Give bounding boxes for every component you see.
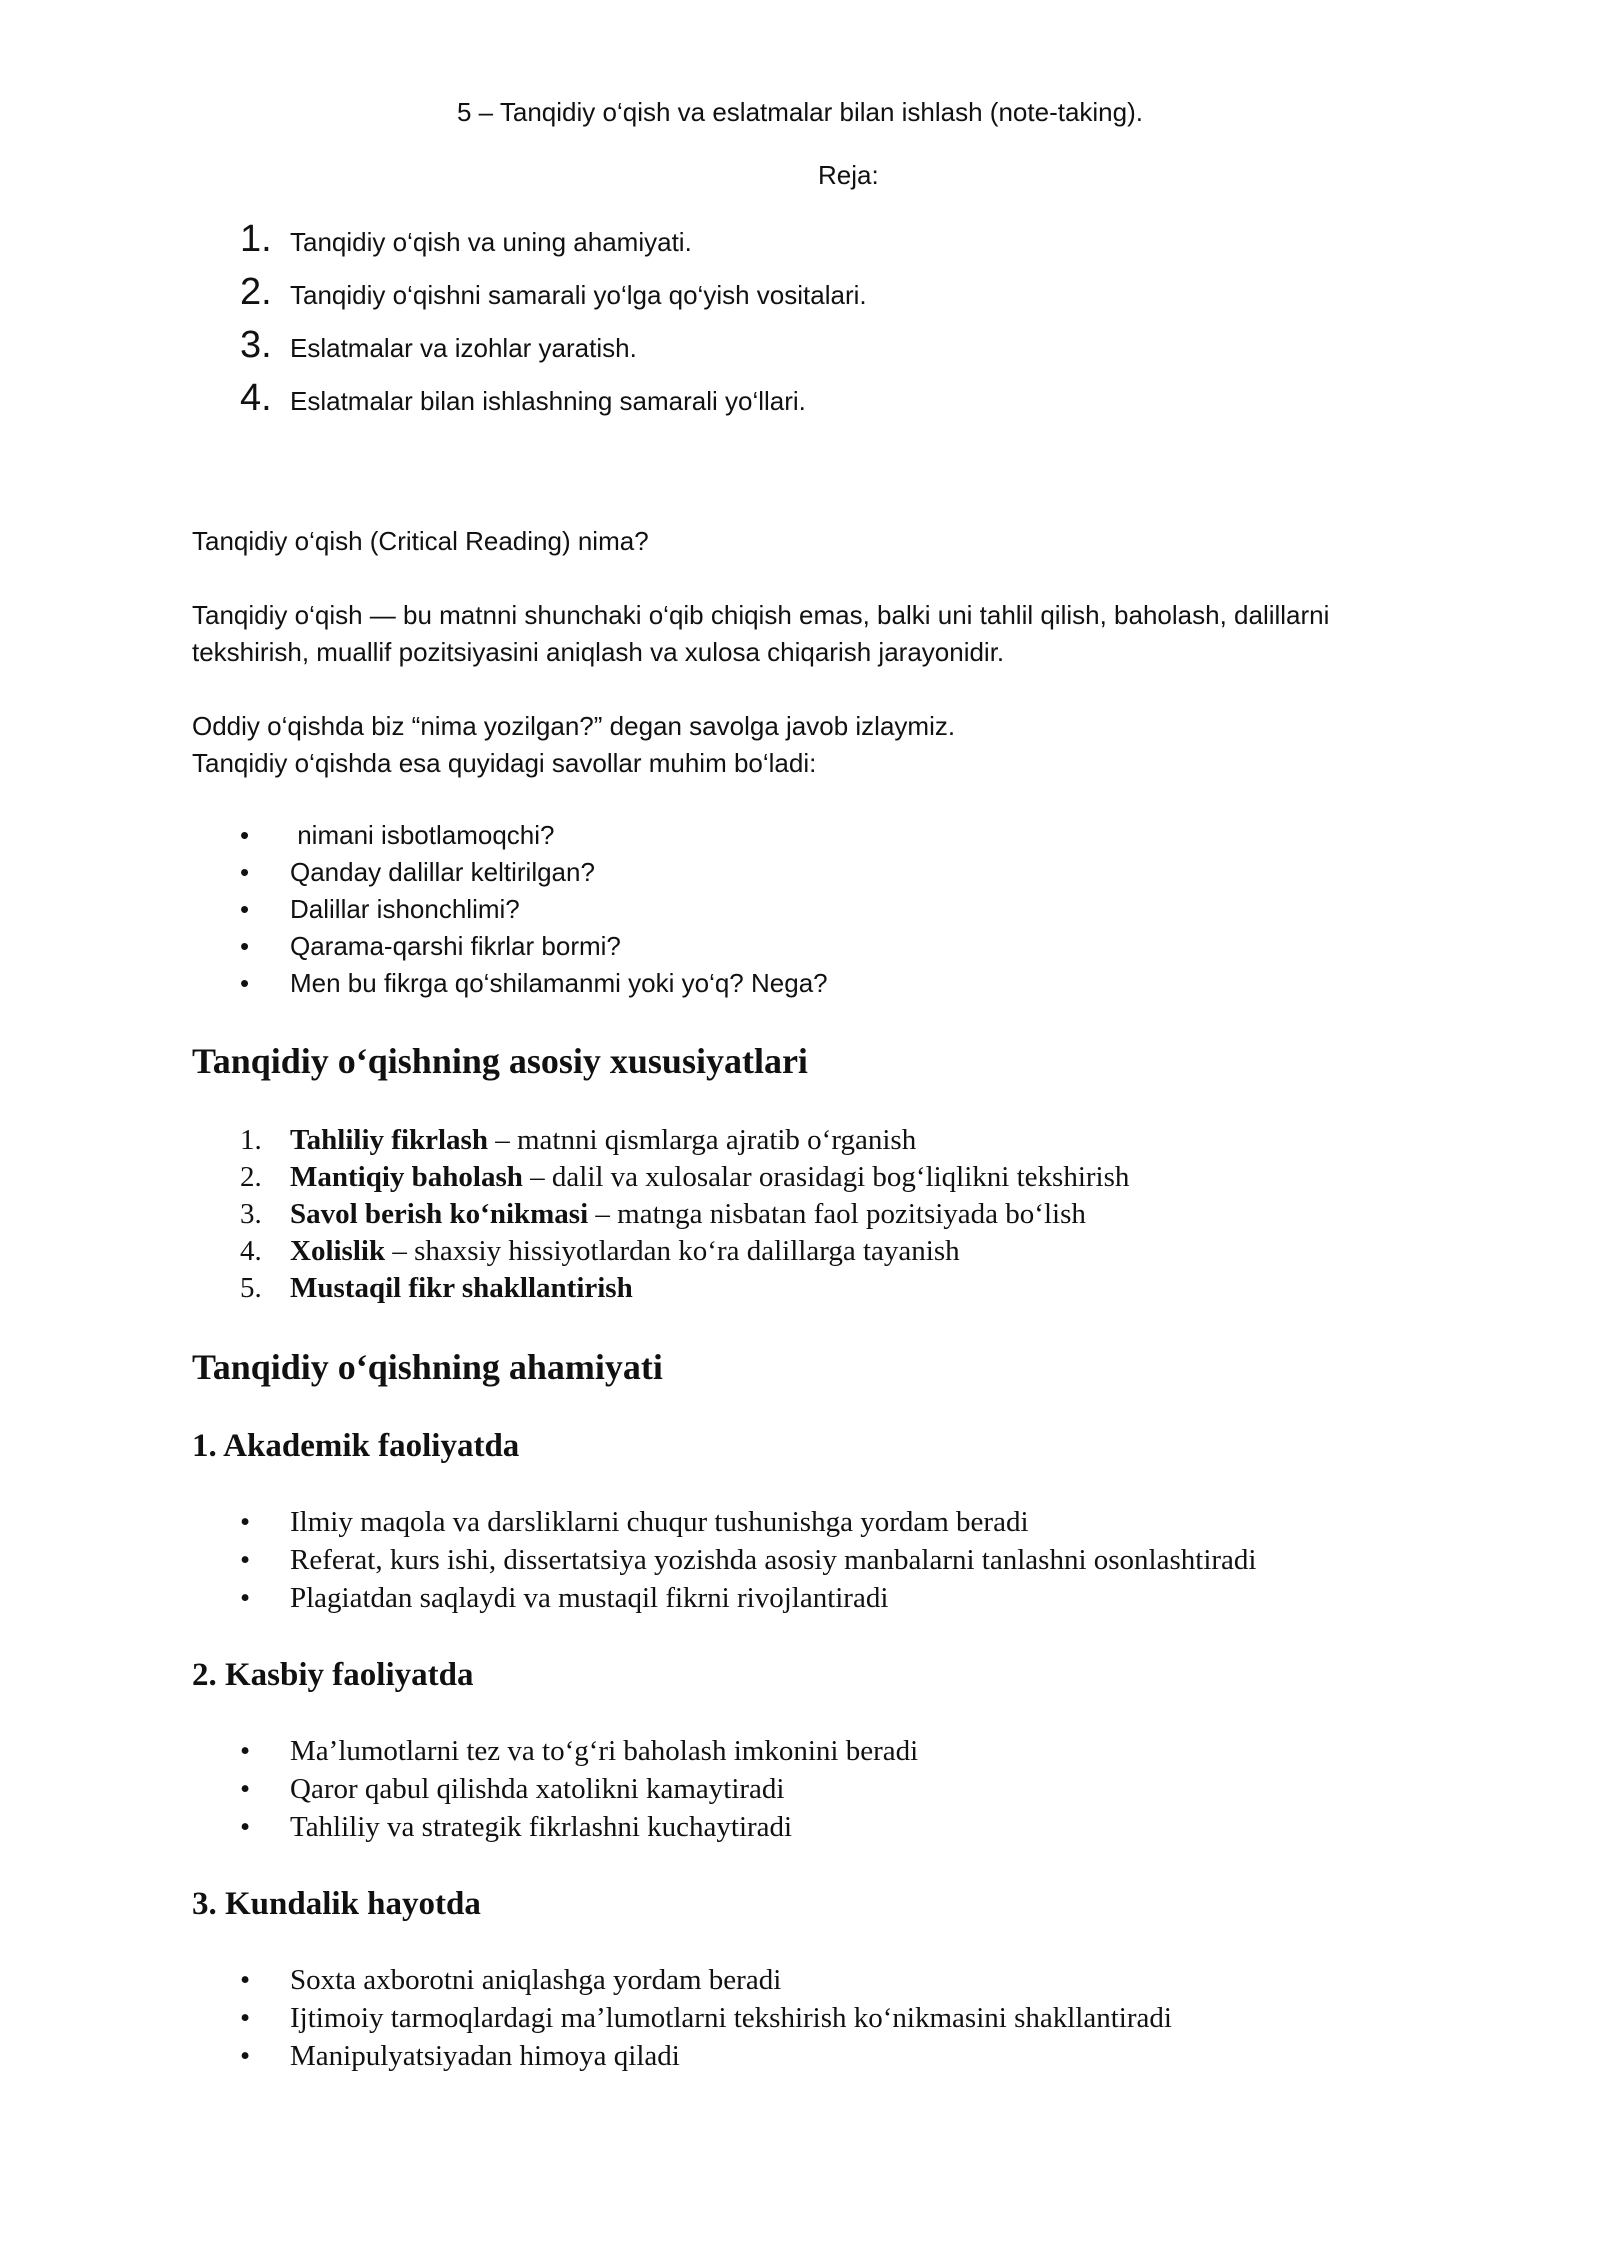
- bullet-icon: •: [240, 1506, 251, 1538]
- document-title: 5 – Tanqidiy o‘qish va eslatmalar bilan ishlash (note-taking).: [456, 97, 1143, 127]
- list-item-text: Manipulyatsiyadan himoya qiladi: [290, 2040, 680, 2072]
- plan-item-text: Eslatmalar bilan ishlashning samarali yo‘llari.: [290, 386, 806, 416]
- list-item: [240, 2040, 1172, 2078]
- bullet-icon: •: [240, 857, 250, 887]
- plan-item-text: Tanqidiy o‘qishni samarali yo‘lga qo‘yish vositalari.: [290, 280, 867, 310]
- plan-item-number: 3.: [240, 324, 272, 366]
- feature-number: 3.: [240, 1198, 262, 1230]
- feature-term: Xolislik: [290, 1235, 386, 1267]
- list-item-text: Qarama-qarshi fikrlar bormi?: [290, 931, 621, 961]
- feature-description: – matnga nisbatan faol pozitsiyada bo‘lish: [588, 1198, 1086, 1230]
- list-item: [240, 820, 828, 857]
- feature-term: Mantiqiy baholash: [290, 1161, 523, 1193]
- plan-item-number: 1.: [240, 218, 272, 260]
- list-item: [240, 894, 828, 931]
- plan-item-number: 2.: [240, 271, 272, 313]
- list-item: [240, 2002, 1172, 2040]
- academic-list: [240, 1506, 1256, 1620]
- list-item-text: Ilmiy maqola va darsliklarni chuqur tushunishga yordam beradi: [290, 1506, 1029, 1538]
- list-item: [240, 968, 828, 1005]
- ordinary-reading-line: Oddiy o‘qishda biz “nima yozilgan?” degan savolga javob izlaymiz.: [192, 711, 956, 741]
- question-list: [240, 820, 828, 1005]
- feature-number: 5.: [240, 1272, 262, 1304]
- plan-item: [240, 324, 867, 377]
- bullet-icon: •: [240, 2002, 251, 2034]
- features-list: [240, 1124, 1129, 1309]
- list-item: [240, 857, 828, 894]
- section-heading-academic: 1. Akademik faoliyatda: [192, 1428, 520, 1464]
- list-item-text: Qanday dalillar keltirilgan?: [290, 857, 595, 887]
- plan-item: [240, 271, 867, 324]
- bullet-icon: •: [240, 1964, 251, 1996]
- feature-term: Savol berish ko‘nikmasi: [290, 1198, 589, 1230]
- feature-description: – dalil va xulosalar orasidagi bog‘liqlikni tekshirish: [522, 1161, 1130, 1193]
- list-item-text: Ijtimoiy tarmoqlardagi ma’lumotlarni tekshirish ko‘nikmasini shakllantiradi: [290, 2002, 1172, 2034]
- bullet-icon: •: [240, 931, 250, 961]
- definition-paragraph: Tanqidiy o‘qish — bu matnni shunchaki o‘qib chiqish emas, balki uni tahlil qilish, baholash, dalillarni tekshirish, muallif pozitsiyasini aniqlash va xulosa chiqarish jarayonidir.: [192, 600, 1330, 667]
- bullet-icon: •: [240, 968, 250, 998]
- list-item: [240, 1582, 1256, 1620]
- bullet-icon: •: [240, 1544, 251, 1576]
- bullet-icon: •: [240, 1582, 251, 1614]
- critical-reading-line: Tanqidiy o‘qishda esa quyidagi savollar muhim bo‘ladi:: [192, 748, 817, 778]
- bullet-icon: •: [240, 894, 250, 924]
- list-item-text: Ma’lumotlarni tez va to‘g‘ri baholash imkonini beradi: [290, 1735, 919, 1767]
- bullet-icon: •: [240, 820, 250, 850]
- list-item: [240, 1735, 918, 1773]
- plan-item-text: Eslatmalar va izohlar yaratish.: [290, 333, 637, 363]
- feature-term: Mustaqil fikr shakllantirish: [290, 1272, 633, 1304]
- feature-term: Tahliliy fikrlash: [290, 1124, 488, 1156]
- list-item: [240, 931, 828, 968]
- list-item-text: Qaror qabul qilishda xatolikni kamaytiradi: [290, 1773, 785, 1805]
- list-item: [240, 1544, 1256, 1582]
- feature-number: 1.: [240, 1124, 262, 1156]
- professional-list: [240, 1735, 918, 1849]
- feature-number: 4.: [240, 1235, 262, 1267]
- list-item-text: Soxta axborotni aniqlashga yordam beradi: [290, 1964, 782, 1996]
- bullet-icon: •: [240, 1811, 251, 1843]
- feature-item: [240, 1235, 1129, 1272]
- list-item-text: Men bu fikrga qo‘shilamanmi yoki yo‘q? Nega?: [290, 968, 828, 998]
- importance-heading: Tanqidiy o‘qishning ahamiyati: [192, 1347, 663, 1387]
- bullet-icon: •: [240, 1735, 251, 1767]
- question-heading: Tanqidiy o‘qish (Critical Reading) nima?: [192, 526, 649, 556]
- plan-item-text: Tanqidiy o‘qish va uning ahamiyati.: [290, 227, 692, 257]
- list-item: [240, 1964, 1172, 2002]
- list-item-text: Dalillar ishonchlimi?: [290, 894, 520, 924]
- feature-item: [240, 1161, 1129, 1198]
- section-heading-professional: 2. Kasbiy faoliyatda: [192, 1657, 474, 1693]
- feature-item: [240, 1198, 1129, 1235]
- list-item: [240, 1773, 918, 1811]
- feature-item: [240, 1124, 1129, 1161]
- bullet-icon: •: [240, 1773, 251, 1805]
- feature-description: – shaxsiy hissiyotlardan ko‘ra dalillarga tayanish: [385, 1235, 960, 1267]
- features-heading: Tanqidiy o‘qishning asosiy xususiyatlari: [192, 1041, 808, 1081]
- plan-list: [240, 218, 867, 430]
- list-item-text: nimani isbotlamoqchi?: [290, 820, 555, 850]
- list-item-text: Plagiatdan saqlaydi va mustaqil fikrni rivojlantiradi: [290, 1582, 889, 1614]
- plan-item-number: 4.: [240, 377, 272, 419]
- list-item-text: Referat, kurs ishi, dissertatsiya yozishda asosiy manbalarni tanlashni osonlashtiradi: [290, 1544, 1257, 1576]
- list-item: [240, 1506, 1256, 1544]
- feature-item: [240, 1272, 1129, 1309]
- feature-number: 2.: [240, 1161, 262, 1193]
- list-item: [240, 1811, 918, 1849]
- feature-description: – matnni qismlarga ajratib o‘rganish: [487, 1124, 917, 1156]
- plan-item: [240, 218, 867, 271]
- list-item-text: Tahliliy va strategik fikrlashni kuchaytiradi: [290, 1811, 793, 1843]
- daily-list: [240, 1964, 1172, 2078]
- bullet-icon: •: [240, 2040, 251, 2072]
- section-heading-daily: 3. Kundalik hayotda: [192, 1886, 481, 1922]
- plan-heading: Reja:: [818, 160, 879, 190]
- plan-item: [240, 377, 867, 430]
